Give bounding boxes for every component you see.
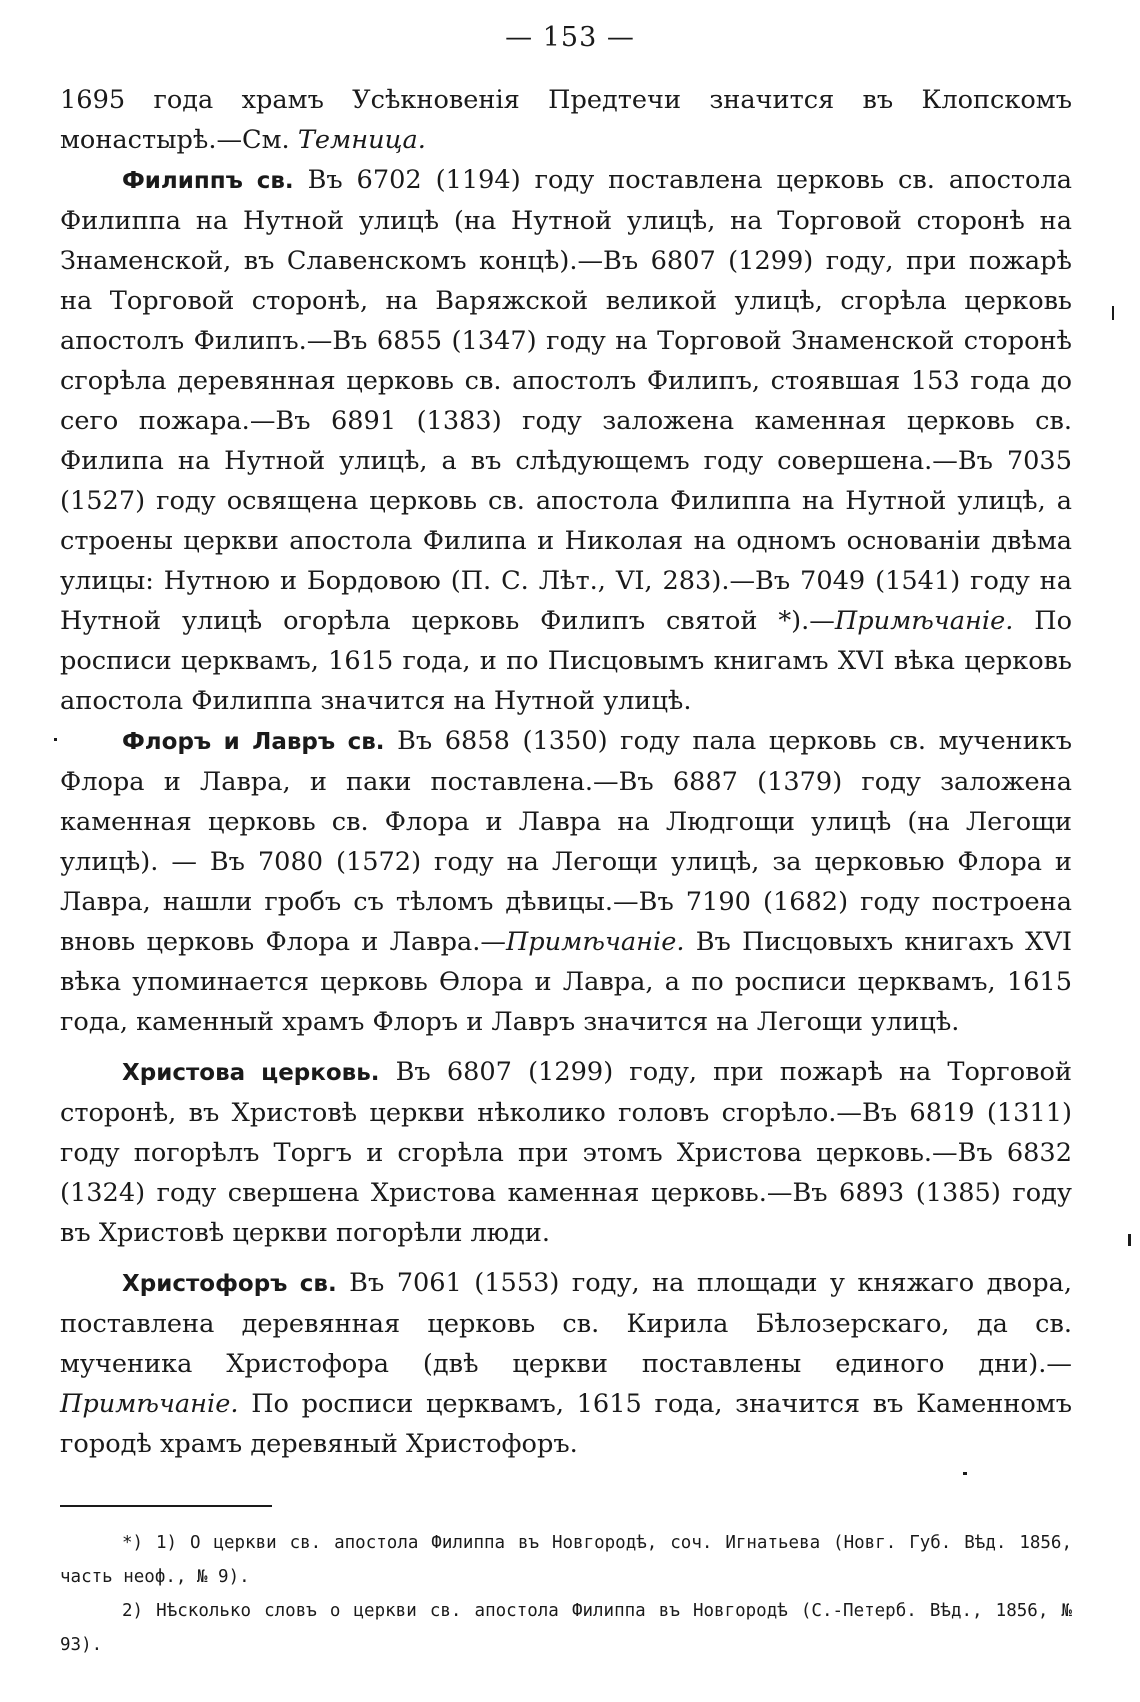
note-text: По росписи церквамъ, 1615 года, и по Писцовымъ книгамъ XVI вѣка церковь апостола Филиппа значится на Нутной улицѣ. — [60, 606, 1072, 716]
entry-khristofor — [60, 1263, 1072, 1464]
entry-heading: Филиппъ св. — [122, 168, 294, 194]
entry-flor-lavr — [60, 721, 1072, 1042]
footnote-divider — [60, 1505, 272, 1507]
intro-paragraph — [60, 80, 1072, 160]
margin-mark — [1112, 306, 1114, 320]
page-number: — 153 — — [505, 22, 635, 53]
footnote-2: 2) Нѣсколько словъ о церкви св. апостола Филиппа въ Новгородѣ (С.-Петерб. Вѣд., 1856, № 93). — [60, 1601, 1072, 1655]
note-label: Примѣчаніе. — [834, 606, 1014, 636]
intro-text: 1695 года храмъ Усѣкновенія Предтечи значится въ Клопскомъ монастырѣ.—См. — [60, 85, 1072, 155]
note-label: Примѣчаніе. — [60, 1389, 239, 1419]
note-text: Въ Писцовыхъ книгахъ XVI вѣка упоминается церковь Ѳлора и Лавра, а по росписи церквамъ, 1615 года, каменный храмъ Флоръ и Лавръ значится на Легощи улицѣ. — [60, 927, 1072, 1037]
stray-dot — [54, 738, 57, 741]
note-text: По росписи церквамъ, 1615 года, значится въ Каменномъ городѣ храмъ деревяный Христофоръ. — [60, 1389, 1072, 1459]
entry-khristova — [60, 1052, 1072, 1253]
note-label: Примѣчаніе. — [505, 927, 685, 957]
intro-reference: Темница. — [297, 125, 426, 155]
entry-text: Въ 7061 (1553) году, на площади у княжаго двора, поставлена деревянная церковь св. Кирила Бѣлозерскаго, да св. мученика Христофора (двѣ церкви поставлены единого дни).— — [60, 1268, 1072, 1379]
main-text — [60, 80, 1072, 1464]
entry-heading: Христова церковь. — [122, 1060, 380, 1086]
stray-dot — [963, 1472, 967, 1475]
entry-text: Въ 6702 (1194) году поставлена церковь св. апостола Филиппа на Нутной улицѣ (на Нутной улицѣ, на Торговой сторонѣ на Знаменской, въ Славенскомъ концѣ).—Въ 6807 (1299) году, при пожарѣ на Торговой сторонѣ, на Варяжской великой улицѣ, сгорѣла церковь апостолъ Филипъ.—Въ 6855 (1347) году на Торговой Знаменской сторонѣ сгорѣла деревянная церковь св. апостолъ Филипъ, стоявшая 153 года до сего пожара.—Въ 6891 (1383) году заложена каменная церковь св. Филипа на Нутной улицѣ, а въ слѣдующемъ году совершена.—Въ 7035 (1527) году освящена церковь св. апостола Филиппа на Нутной улицѣ, а строены церкви апостола Филипа и Николая на одномъ основаніи двѣма улицы: Нутною и Бордовою (П. С. Лѣт., VI, 283).—Въ 7049 (1541) году на Нутной улицѣ огорѣла церковь Филипъ святой *).— — [60, 165, 1072, 636]
entry-heading: Христофоръ св. — [122, 1271, 337, 1297]
entry-filipp — [60, 160, 1072, 721]
entry-text: Въ 6858 (1350) году пала церковь св. мученикъ Флора и Лавра, и паки поставлена.—Въ 6887 (1379) году заложена каменная церковь св. Флора и Лавра на Людгощи улицѣ (на Легощи улицѣ). — Въ 7080 (1572) году на Легощи улицѣ, за церковью Флора и Лавра, нашли гробъ съ тѣломъ дѣвицы.—Въ 7190 (1682) году построена вновь церковь Флора и Лавра.— — [60, 726, 1072, 957]
entry-heading: Флоръ и Лавръ св. — [122, 729, 385, 755]
margin-mark — [1128, 1234, 1131, 1246]
entry-text: Въ 6807 (1299) году, при пожарѣ на Торговой сторонѣ, въ Христовѣ церкви нѣколико головъ сгорѣло.—Въ 6819 (1311) году погорѣлъ Торгъ и сгорѣла при этомъ Христова церковь.—Въ 6832 (1324) году свершена Христова каменная церковь.—Въ 6893 (1385) году въ Христовѣ церкви погорѣли люди. — [60, 1057, 1072, 1248]
footnotes — [60, 1526, 1072, 1662]
footnote-1: *) 1) О церкви св. апостола Филиппа въ Новгородѣ, соч. Игнатьева (Новг. Губ. Вѣд. 1856, часть неоф., № 9). — [60, 1533, 1072, 1587]
